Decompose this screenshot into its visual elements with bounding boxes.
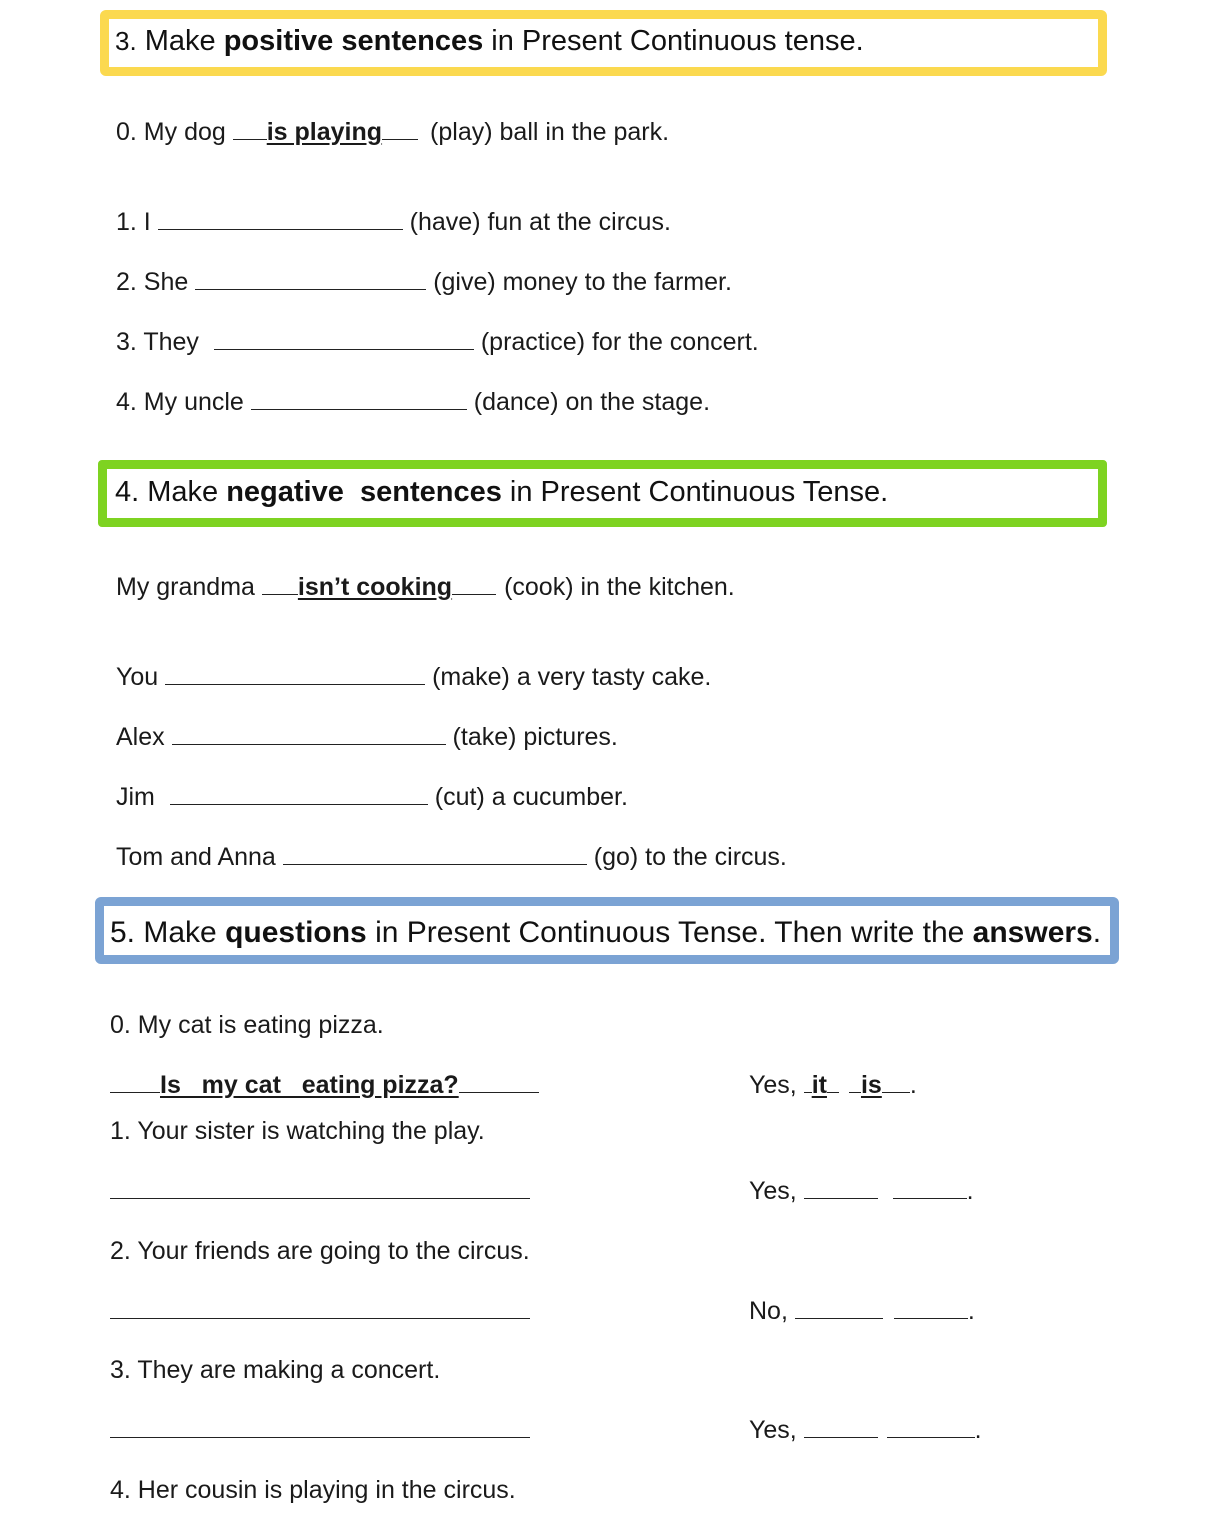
section-3-header — [100, 10, 1107, 76]
exercise-item: 4. My uncle (dance) on the stage. — [116, 388, 711, 416]
exercise-item: 2. She (give) money to the farmer. — [116, 268, 732, 296]
short-answer: No, . — [749, 1297, 975, 1325]
answer-blank[interactable] — [170, 782, 428, 805]
question-sentence: 3. They are making a concert. — [110, 1356, 441, 1384]
exercise-item: 1. I (have) fun at the circus. — [116, 208, 671, 236]
section-4-example: My grandma isn’t cooking (cook) in the kitchen. — [116, 573, 735, 601]
section-5-example-question: Is my cat eating pizza? — [110, 1070, 539, 1100]
section-4-title: 4. Make negative sentences in Present Continuous Tense. — [115, 476, 889, 508]
answer-blank[interactable] — [887, 1415, 975, 1438]
section-5-example-sentence: 0. My cat is eating pizza. — [110, 1011, 384, 1039]
answer-blank[interactable] — [214, 327, 474, 350]
exercise-item: Jim (cut) a cucumber. — [116, 783, 628, 811]
answer-blank[interactable] — [251, 387, 467, 410]
answer-blank[interactable] — [893, 1176, 967, 1199]
section-5-title: 5. Make questions in Present Continuous Tense. Then write the answers. — [110, 916, 1102, 949]
answer-blank[interactable] — [283, 842, 587, 865]
answer-blank[interactable] — [158, 207, 403, 230]
answer-blank[interactable] — [165, 662, 425, 685]
answer-blank[interactable] — [195, 267, 426, 290]
section-4-header — [98, 460, 1107, 527]
question-sentence: 2. Your friends are going to the circus. — [110, 1237, 530, 1265]
question-blank-line[interactable] — [110, 1176, 530, 1206]
exercise-item: 3. They (practice) for the concert. — [116, 328, 759, 356]
short-answer: Yes, . — [749, 1416, 982, 1444]
example-answer: is playing — [266, 118, 383, 146]
exercise-item: You (make) a very tasty cake. — [116, 663, 712, 691]
answer-blank[interactable] — [804, 1415, 878, 1438]
answer-blank[interactable] — [804, 1176, 878, 1199]
example-answer: isn’t cooking — [297, 573, 453, 601]
question-blank-line[interactable] — [110, 1415, 530, 1445]
question-sentence: 1. Your sister is watching the play. — [110, 1117, 485, 1145]
question-sentence: 4. Her cousin is playing in the circus. — [110, 1476, 516, 1504]
section-5-example-answer: Yes, it is . — [749, 1071, 917, 1099]
question-blank-line[interactable] — [110, 1296, 530, 1326]
short-answer: Yes, . — [749, 1177, 974, 1205]
section-3-example: 0. My dog is playing (play) ball in the park. — [116, 118, 670, 146]
section-3-title: 3. Make positive sentences in Present Continuous tense. — [115, 25, 864, 57]
section-5-header — [95, 897, 1119, 964]
answer-blank[interactable] — [795, 1296, 883, 1319]
exercise-item: Alex (take) pictures. — [116, 723, 618, 751]
answer-blank[interactable] — [894, 1296, 968, 1319]
exercise-item: Tom and Anna (go) to the circus. — [116, 843, 787, 871]
answer-blank[interactable] — [172, 722, 446, 745]
